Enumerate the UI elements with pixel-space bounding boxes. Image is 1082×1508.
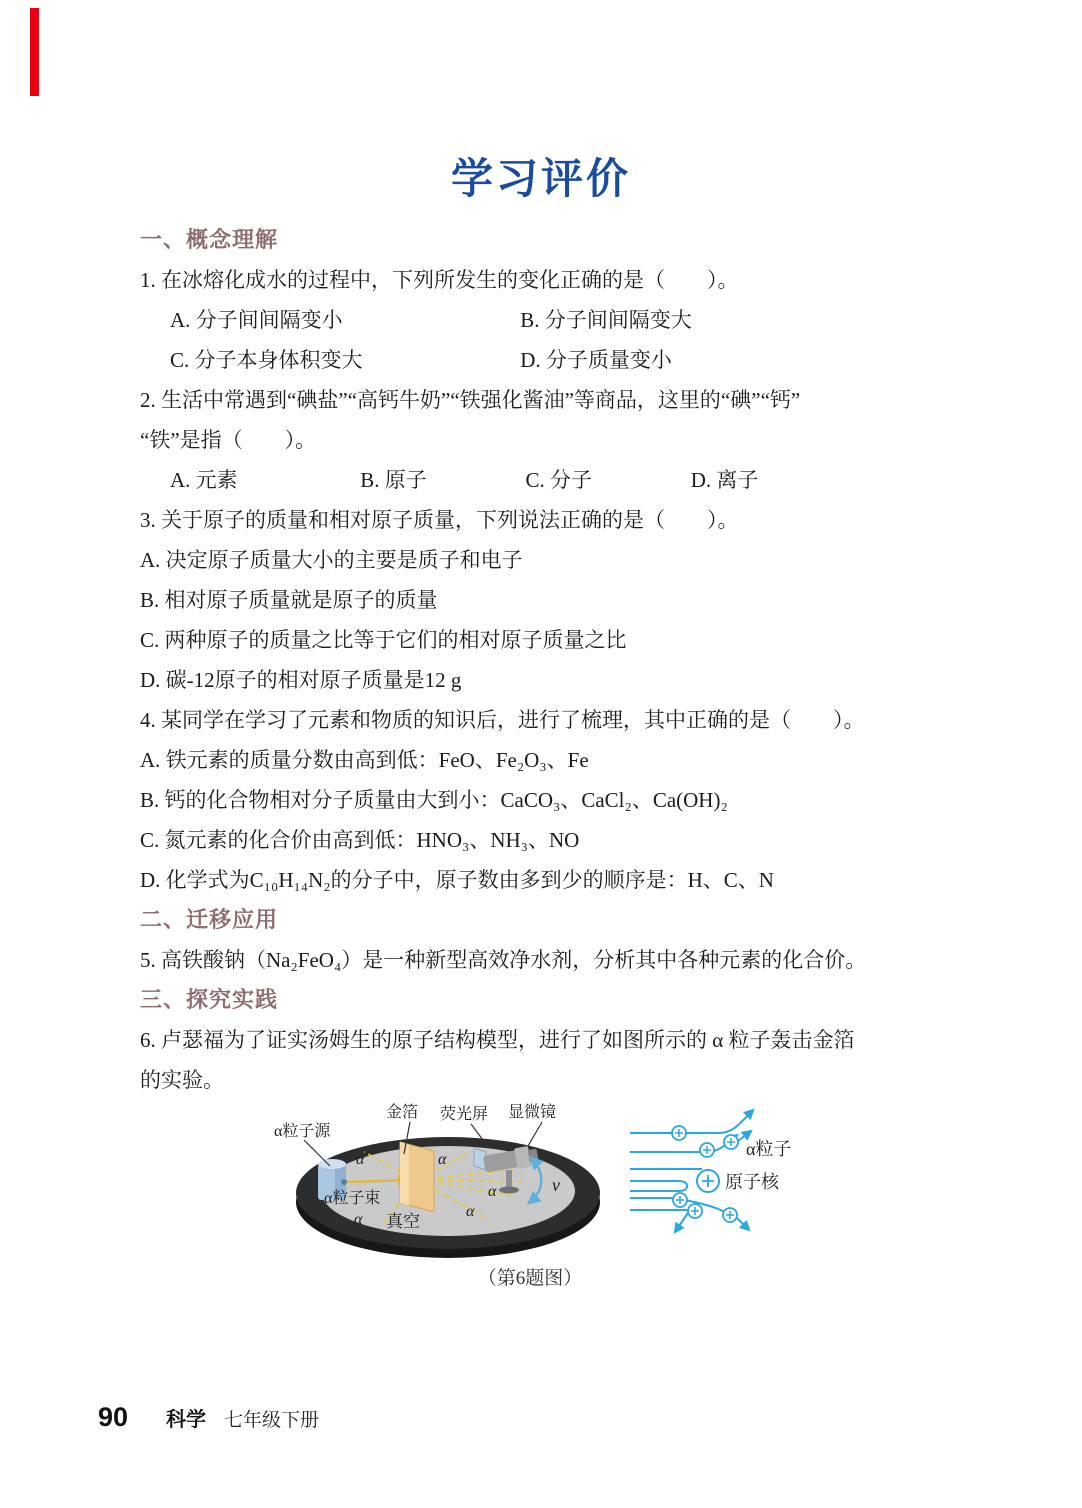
- rutherford-apparatus-diagram: [268, 1090, 630, 1268]
- q3-stem: 3. 关于原子的质量和相对原子质量，下列说法正确的是（ ）。: [140, 508, 739, 532]
- page-content: [140, 220, 970, 1100]
- alpha-symbol-3: α: [488, 1183, 497, 1200]
- q5-text: 5. 高铁酸钠（Na₂FeO₄）是一种新型高效净水剂，分析其中各种元素的化合价。: [140, 948, 867, 972]
- beam-label: α粒子束: [324, 1190, 381, 1207]
- footer-subject: 科学: [166, 1409, 207, 1431]
- q6-line2: 的实验。: [140, 1068, 224, 1092]
- alpha-symbol-5: α: [354, 1211, 363, 1228]
- foil-label: 金箔: [386, 1104, 419, 1121]
- q3-option-d: D. 碳-12原子的相对原子质量是12 g: [140, 668, 462, 692]
- q4-option-a: A. 铁元素的质量分数由高到低：FeO、Fe₂O₃、Fe: [140, 748, 589, 772]
- q2-stem-line1: 2. 生活中常遇到“碘盐”“高钙牛奶”“铁强化酱油”等商品，这里的“碘”“钙”: [140, 388, 801, 412]
- figure-caption: （第6题图）: [477, 1268, 583, 1289]
- section-heading-1: 一、概念理解: [140, 227, 279, 252]
- q1-options-row-2: [170, 340, 970, 380]
- microscope-label: 显微镜: [508, 1104, 557, 1121]
- q4-option-c: C. 氮元素的化合价由高到低：HNO₃、NH₃、NO: [140, 828, 580, 852]
- q1-option-b: B. 分子间间隔变大: [520, 308, 692, 332]
- page-footer: [98, 1402, 319, 1433]
- velocity-label: v: [552, 1175, 560, 1195]
- q2-option-d: D. 离子: [690, 468, 759, 492]
- q1-stem: 1. 在冰熔化成水的过程中，下列所发生的变化正确的是（ ）。: [140, 268, 739, 292]
- q4-stem: 4. 某同学在学习了元素和物质的知识后，进行了梳理，其中正确的是（ ）。: [140, 708, 865, 732]
- nucleus-label: 原子核: [725, 1172, 779, 1192]
- q2-options-row: [170, 460, 970, 500]
- source-label: α粒子源: [274, 1123, 331, 1140]
- section-heading-3: 三、探究实践: [140, 987, 279, 1012]
- q3-option-a: A. 决定原子质量大小的主要是质子和电子: [140, 548, 523, 572]
- page-title: 学习评价: [450, 155, 631, 202]
- page-edge-marker: [30, 8, 39, 96]
- q2-stem-line2: “铁”是指（ ）。: [140, 428, 317, 452]
- q6-line1: 6. 卢瑟福为了证实汤姆生的原子结构模型，进行了如图所示的 α 粒子轰击金箔: [140, 1028, 855, 1052]
- q2-option-b: B. 原子: [360, 468, 427, 492]
- q1-option-c: C. 分子本身体积变大: [170, 348, 363, 372]
- q1-options-row-1: [170, 300, 970, 340]
- section-heading-2: 二、迁移应用: [140, 907, 279, 932]
- alpha-symbol-1: α: [356, 1151, 365, 1168]
- q1-option-d: D. 分子质量变小: [520, 348, 672, 372]
- alpha-particle-label: α粒子: [746, 1139, 792, 1159]
- q4-option-d: D. 化学式为C₁₀H₁₄N₂的分子中，原子数由多到少的顺序是：H、C、N: [140, 868, 774, 892]
- vacuum-label: 真空: [386, 1212, 420, 1231]
- alpha-scattering-diagram: [622, 1095, 962, 1260]
- q2-option-a: A. 元素: [170, 468, 238, 492]
- q1-option-a: A. 分子间间隔变小: [170, 308, 343, 332]
- screen-label: 荧光屏: [440, 1106, 489, 1123]
- footer-volume: 七年级下册: [224, 1410, 320, 1431]
- q2-option-c: C. 分子: [525, 468, 593, 492]
- alpha-symbol-4: α: [466, 1203, 475, 1220]
- page-number: 90: [98, 1402, 129, 1432]
- nucleus-icon: [697, 1170, 719, 1192]
- q3-option-c: C. 两种原子的质量之比等于它们的相对原子质量之比: [140, 628, 627, 652]
- gold-foil: [400, 1142, 434, 1212]
- q3-option-b: B. 相对原子质量就是原子的质量: [140, 588, 438, 612]
- alpha-symbol-2: α: [438, 1151, 447, 1168]
- q4-option-b: B. 钙的化合物相对分子质量由大到小：CaCO₃、CaCl₂、Ca(OH)₂: [140, 788, 728, 812]
